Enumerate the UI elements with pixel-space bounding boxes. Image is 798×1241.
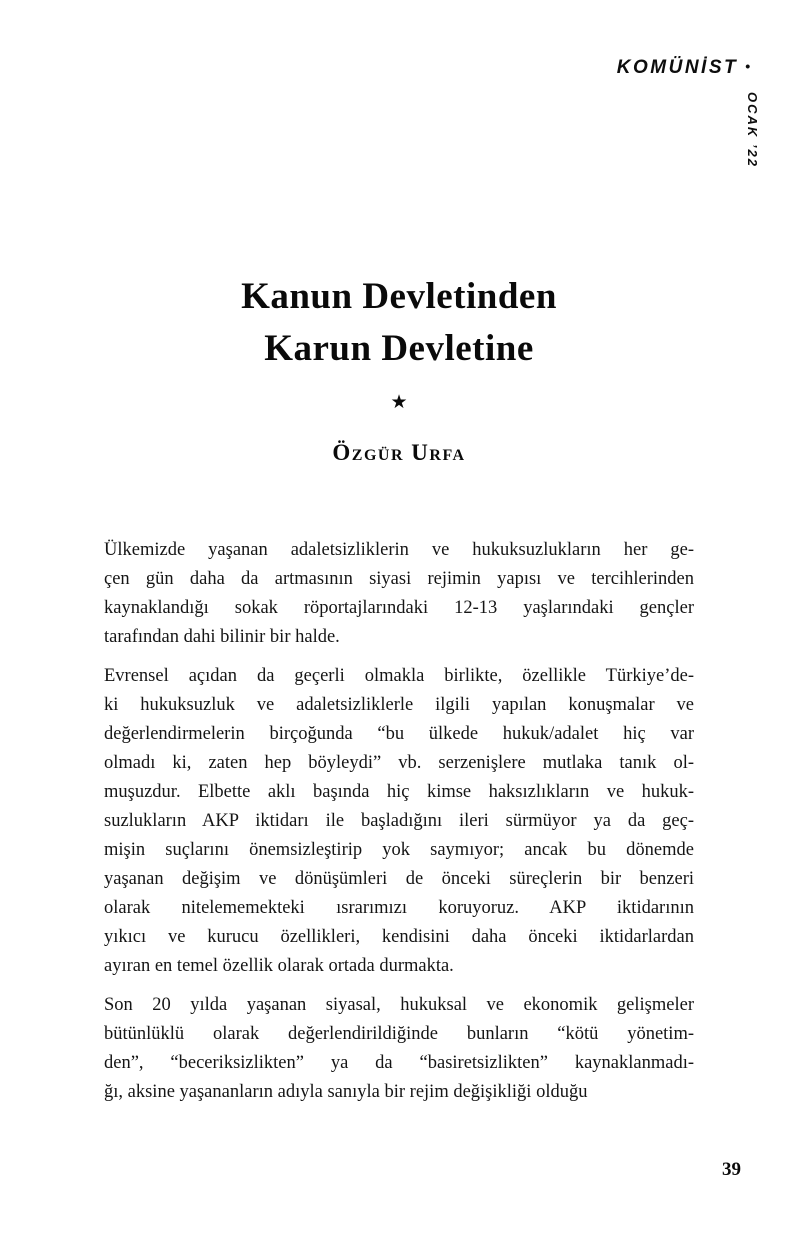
author-name: Özgür Urfa [332,440,466,465]
text-line: yaşanan değişim ve dönüşümleri de önceki süreçlerin bir benzeri [104,869,694,889]
masthead-bullet: • [745,58,750,74]
text-line: tarafından dahi bilinir bir halde. [104,627,340,647]
text-line: suzlukların AKP iktidarı ile başladığını ileri sürmüyor ya da geç- [104,811,694,831]
text-line: kaynaklandığı sokak röportajlarındaki 12-13 yaşlarındaki gençler [104,598,694,618]
paragraph [104,991,694,1107]
text-line: çen gün daha da artmasının siyasi rejimin yapısı ve tercihlerinden [104,569,694,589]
text-line: Son 20 yılda yaşanan siyasal, hukuksal ve ekonomik gelişmeler [104,995,694,1015]
masthead [617,57,750,79]
text-line: mişin suçlarını önemsizleştirip yok saymıyor; ancak bu dönemde [104,840,694,860]
page-number: 39 [722,1159,741,1180]
text-line: yıkıcı ve kurucu özellikleri, kendisini daha önceki iktidarlardan [104,927,694,947]
article-title-line1: Kanun Devletinden [241,276,557,317]
text-line: bütünlüklü olarak değerlendirildiğinde bunların “kötü yönetim- [104,1024,694,1044]
paragraph [104,536,694,652]
paragraph [104,662,694,981]
text-line: olmadı ki, zaten hep böyleydi” vb. serzenişlere mutlaka tanık ol- [104,753,694,773]
magazine-title: KOMÜNİST [616,57,739,78]
issue-label: OCAK ’22 [745,92,760,168]
text-line: Ülkemizde yaşanan adaletsizliklerin ve hukuksuzlukların her ge- [104,540,694,560]
text-line: ki hukuksuzluk ve adaletsizliklerle ilgili yapılan konuşmalar ve [104,695,694,715]
text-line: ğı, aksine yaşananların adıyla sanıyla bir rejim değişikliği olduğu [104,1082,588,1102]
text-line: değerlendirmelerin birçoğunda “bu ülkede hukuk/adalet hiç var [104,724,694,744]
article-title [104,271,694,375]
text-line: muşuzdur. Elbette aklı başında hiç kimse haksızlıkların ve hukuk- [104,782,694,802]
article-title-line2: Karun Devletine [264,328,534,369]
text-line: den”, “beceriksizlikten” ya da “basiretsizlikten” kaynaklanmadı- [104,1053,694,1073]
star-ornament-icon: ★ [390,391,408,413]
text-line: olarak nitelememekteki ısrarımızı koruyoruz. AKP iktidarının [104,898,694,918]
text-line: ayıran en temel özellik olarak ortada durmakta. [104,956,454,976]
text-line: Evrensel açıdan da geçerli olmakla birlikte, özellikle Türkiye’de- [104,666,694,686]
article-body [104,536,694,1107]
